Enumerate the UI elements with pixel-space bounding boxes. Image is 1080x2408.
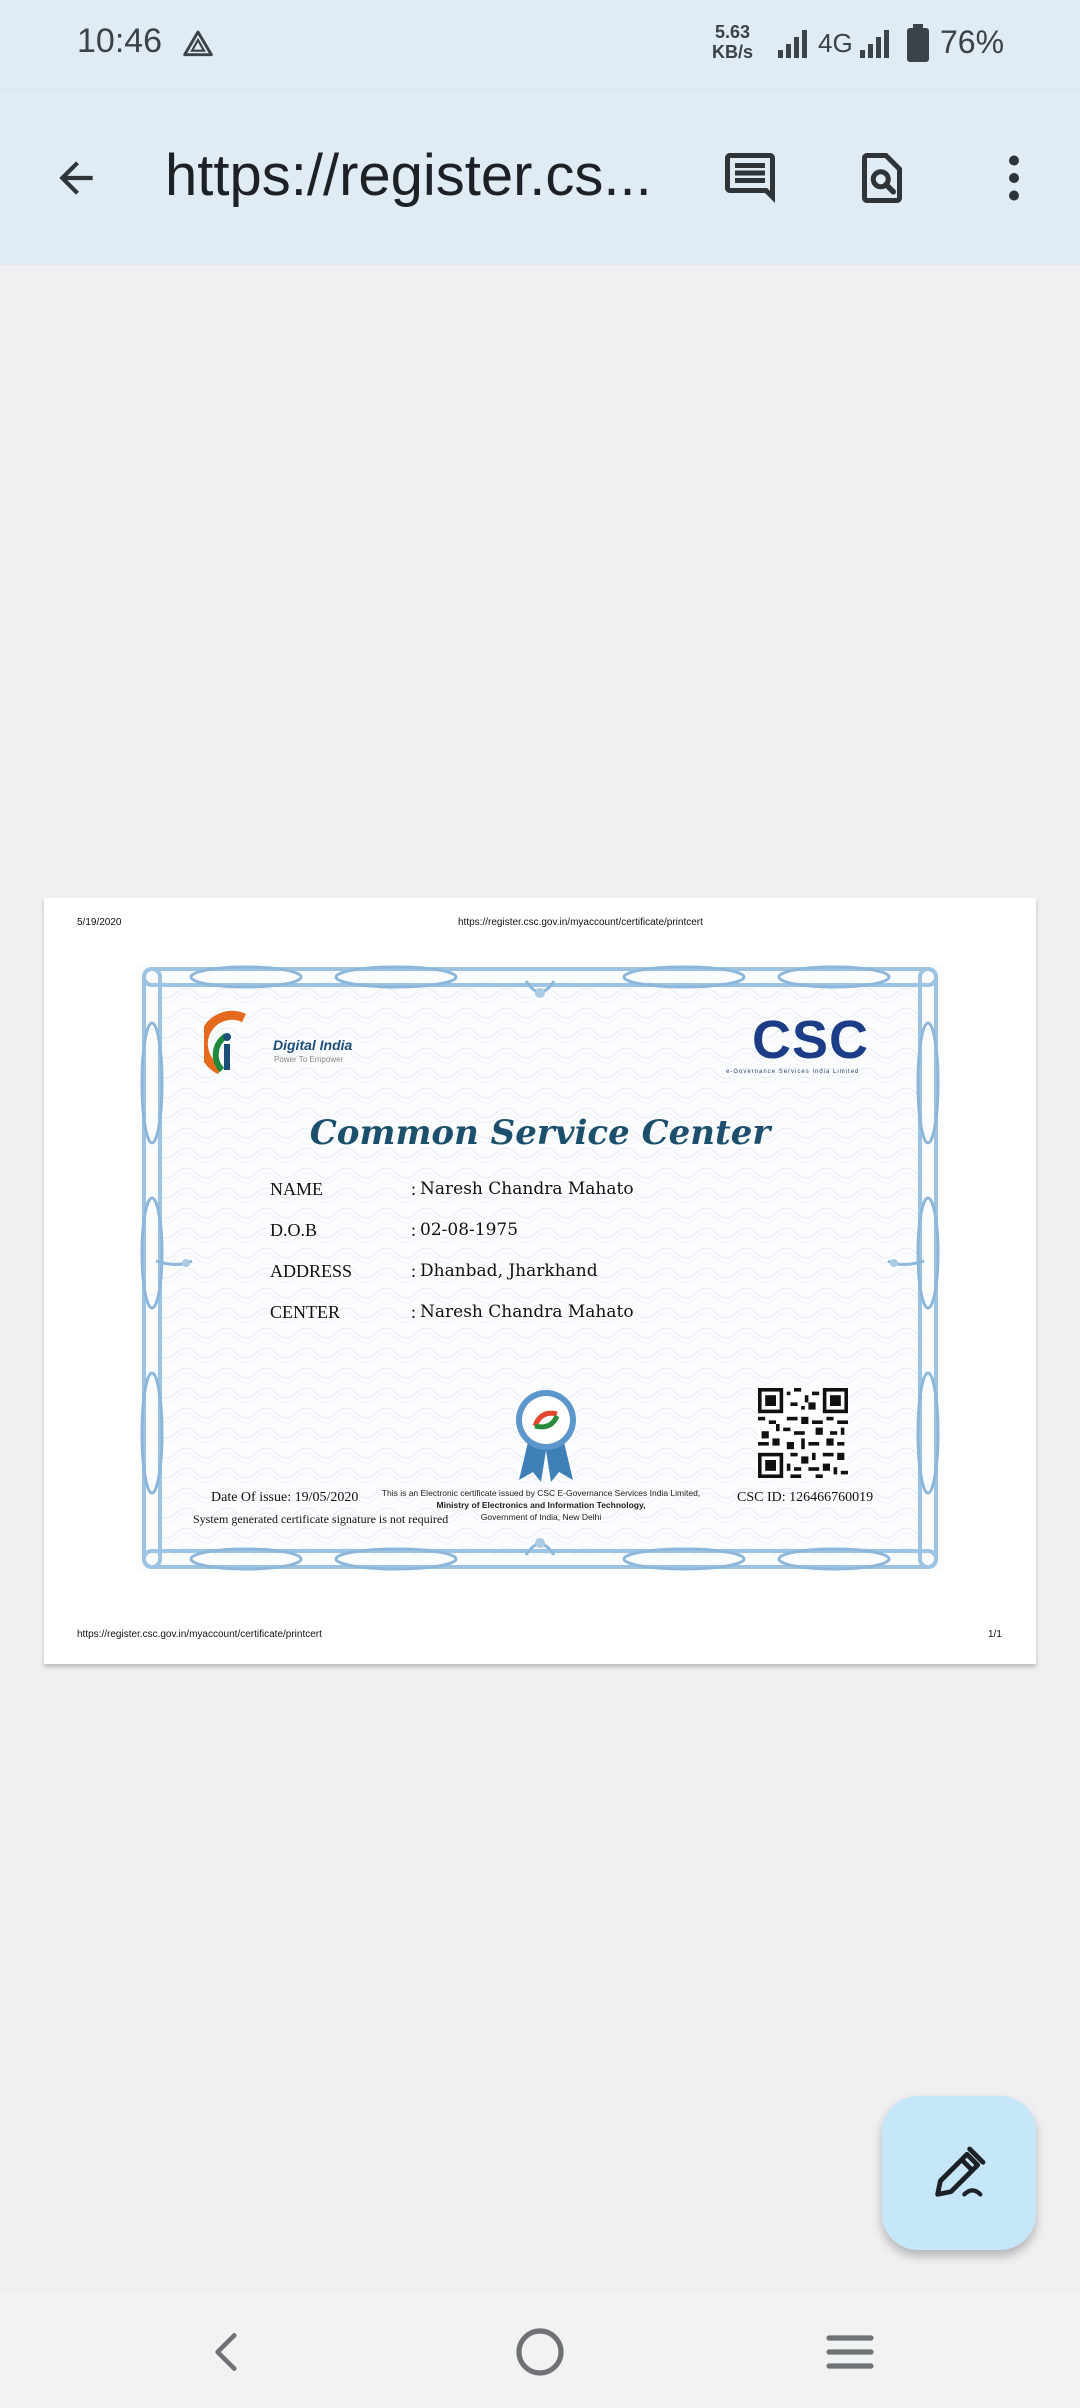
nav-home-button[interactable] (500, 2312, 580, 2392)
field-value-name: Naresh Chandra Mahato (420, 1179, 634, 1199)
csc-logo-subtitle: e-Governance Services India Limited (726, 1069, 860, 1075)
edit-fab[interactable] (882, 2096, 1036, 2250)
page-number: 1/1 (988, 1629, 1002, 1640)
nav-back-button[interactable] (188, 2312, 268, 2392)
battery-icon (906, 24, 930, 62)
field-colon: : (411, 1261, 417, 1281)
certificate (136, 963, 944, 1573)
ecert-line: Ministry of Electronics and Information Technology, (436, 1500, 646, 1510)
nav-recents-button[interactable] (810, 2312, 890, 2392)
app-bar (0, 90, 1080, 265)
csc-id: CSC ID: 126466760019 (737, 1490, 874, 1505)
nav-home-icon (512, 2324, 568, 2380)
page-header-url: https://register.csc.gov.in/myaccount/certificate/printcert (458, 917, 703, 928)
csc-logo-text: CSC (752, 1010, 870, 1070)
electronic-certificate-note (376, 1487, 706, 1523)
page-url[interactable]: https://register.cs... (165, 143, 652, 208)
more-vert-icon (984, 148, 1044, 208)
ecert-line: This is an Electronic certificate issued by CSC E-Governance Services India Limited, (381, 1488, 701, 1498)
field-label-dob: D.O.B (270, 1220, 318, 1240)
field-colon: : (411, 1302, 417, 1322)
ecert-line: Government of India, New Delhi (480, 1512, 602, 1522)
signal-icon (858, 28, 892, 60)
status-bar (0, 0, 1080, 90)
field-colon: : (411, 1179, 417, 1199)
net-speed-unit: KB/s (712, 42, 754, 62)
digital-india-tagline: Power To Empower (274, 1055, 344, 1064)
net-speed (712, 22, 753, 62)
back-arrow-icon (51, 153, 101, 203)
issue-date: Date Of issue: 19/05/2020 (211, 1490, 359, 1505)
field-colon: : (411, 1220, 417, 1240)
nav-back-icon (203, 2327, 253, 2377)
back-button[interactable] (44, 140, 108, 216)
status-time: 10:46 (77, 22, 163, 60)
qr-code (758, 1388, 848, 1478)
field-value-center: Naresh Chandra Mahato (420, 1302, 634, 1322)
drive-icon (182, 28, 214, 60)
more-options-button[interactable] (976, 140, 1052, 216)
find-in-page-icon (852, 148, 912, 208)
comment-button[interactable] (712, 140, 788, 216)
system-nav-bar (0, 2292, 1080, 2408)
pdf-page[interactable] (44, 898, 1036, 1664)
csc-logo (752, 1010, 870, 1070)
field-value-address: Dhanbad, Jharkhand (420, 1261, 598, 1281)
field-value-dob: 02-08-1975 (420, 1220, 519, 1240)
network-type: 4G (818, 28, 853, 58)
net-speed-value: 5.63 (714, 22, 751, 42)
find-in-page-button[interactable] (844, 140, 920, 216)
nav-menu-icon (822, 2324, 878, 2380)
system-note: System generated certificate signature is not required (193, 1512, 449, 1526)
comment-icon (720, 148, 780, 208)
field-label-name: NAME (270, 1179, 323, 1199)
signal-icon (776, 28, 810, 60)
field-label-center: CENTER (270, 1302, 340, 1322)
digital-india-title: Digital India (273, 1037, 353, 1053)
page-header-date: 5/19/2020 (77, 917, 122, 928)
certificate-title: Common Service Center (309, 1113, 771, 1153)
battery-percent: 76% (940, 24, 1005, 60)
edit-pen-icon (927, 2141, 991, 2205)
page-footer-url: https://register.csc.gov.in/myaccount/certificate/printcert (77, 1629, 322, 1640)
award-seal-icon (511, 1388, 581, 1483)
pdf-viewer[interactable] (0, 265, 1080, 2292)
field-label-address: ADDRESS (270, 1261, 353, 1281)
